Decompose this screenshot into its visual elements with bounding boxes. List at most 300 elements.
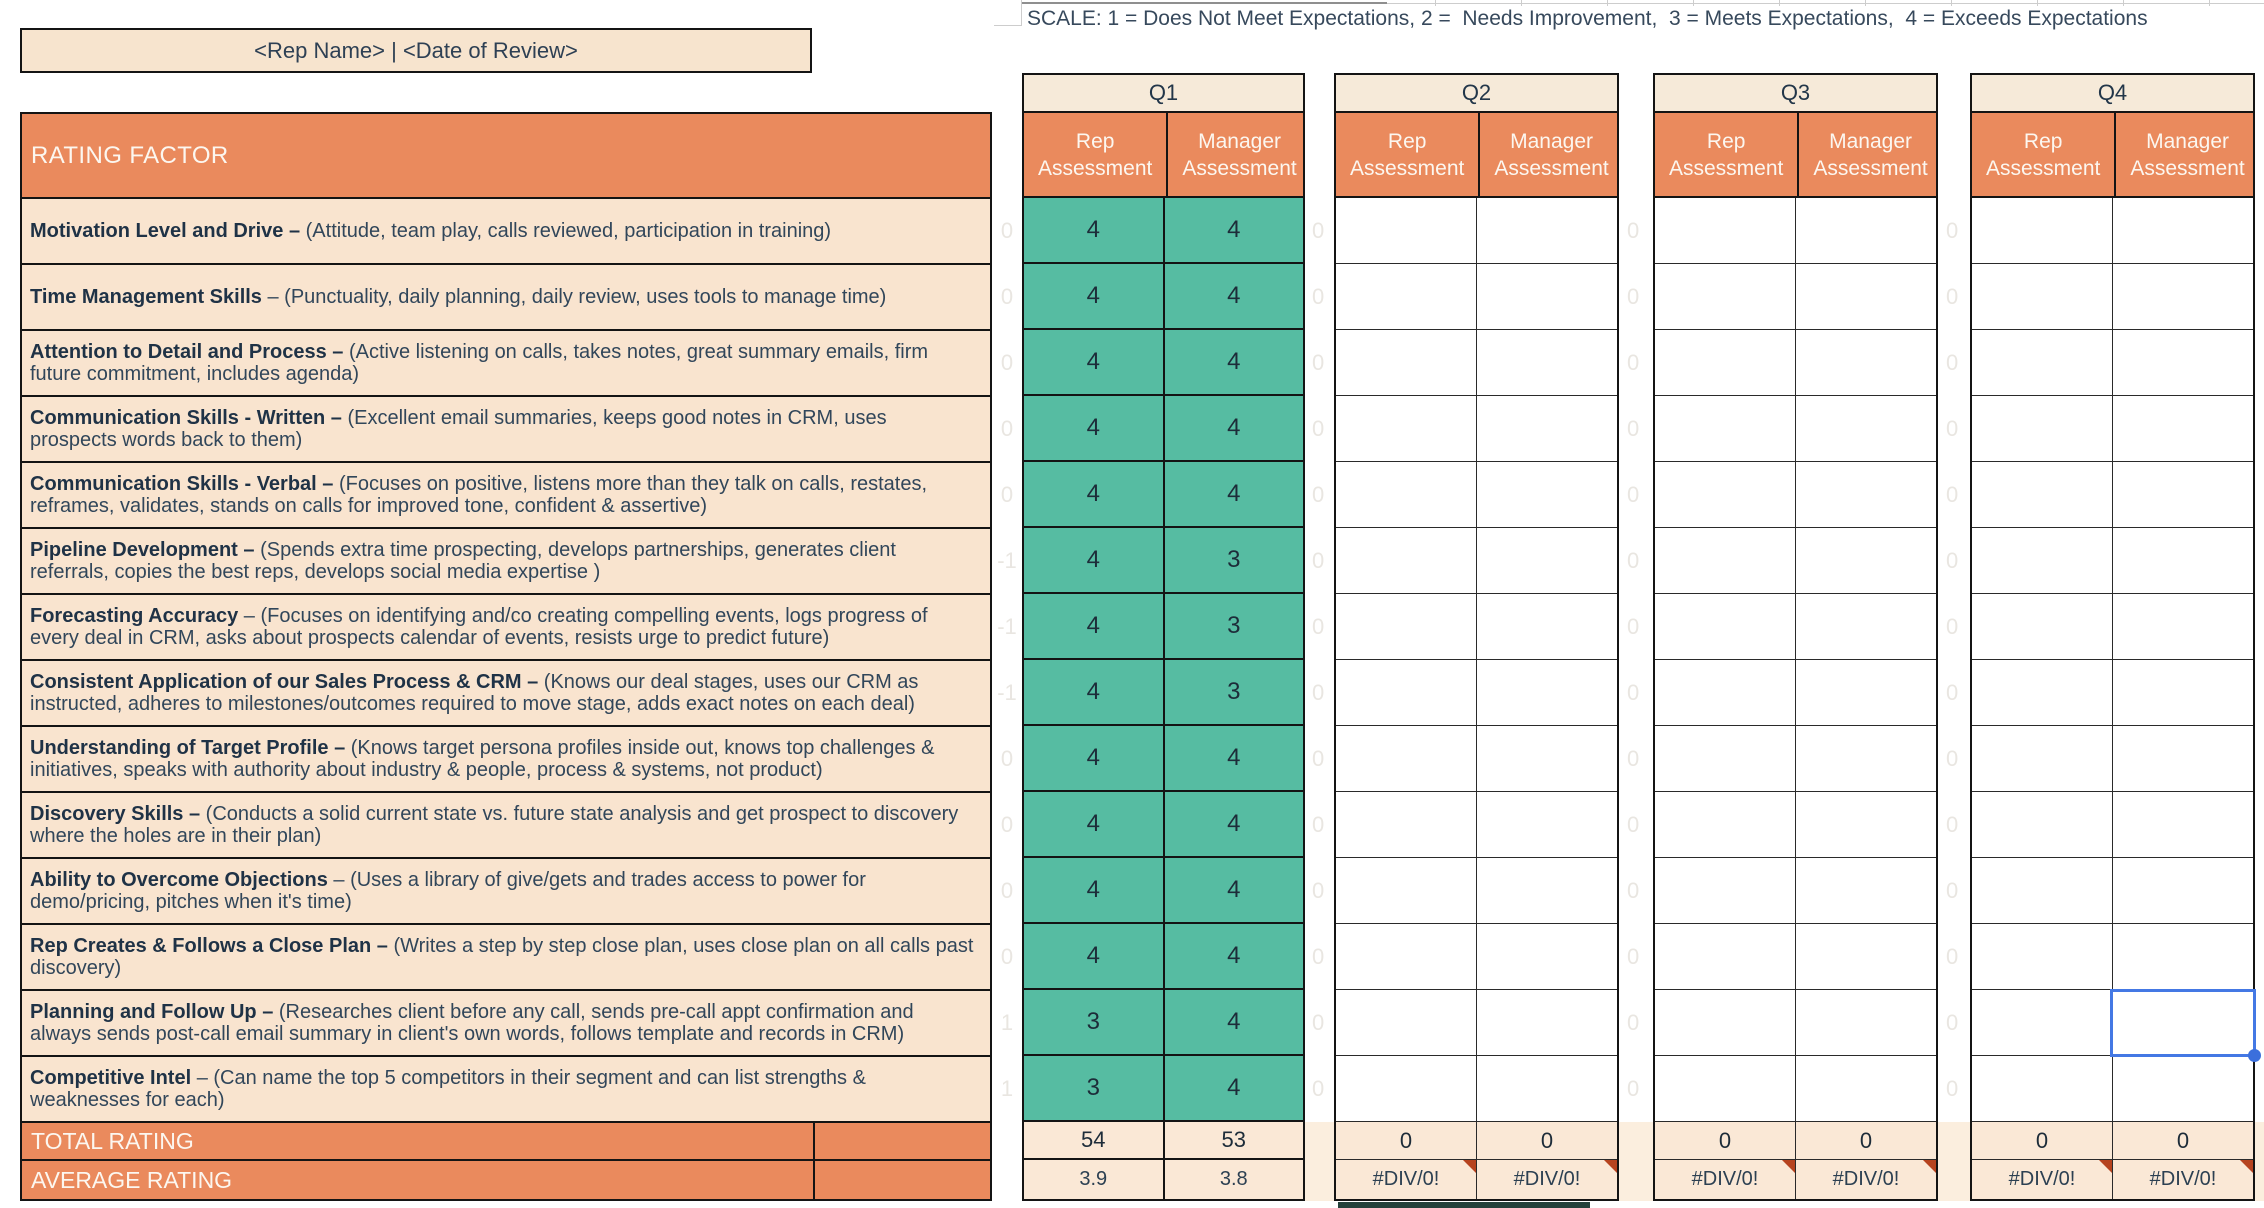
q4-manager-value-cell[interactable] xyxy=(2112,990,2253,1055)
diff-spill-digit: 1 xyxy=(1000,1076,1014,1101)
q4-rep-value-cell[interactable] xyxy=(1972,264,2112,329)
factor-description: – (Focuses on identifying and/co creating compelling events, logs progress of every deal in CRM, asks about prospects calendar of events, resists urge to predict future) xyxy=(30,604,928,649)
error-corner-triangle xyxy=(1923,1160,1936,1173)
factor-description: – (Uses a library of give/gets and trades access to power for demo/pricing, pitches when it's time) xyxy=(30,868,866,913)
q2-manager-value-cell[interactable] xyxy=(1476,396,1617,461)
q4-rep-value-cell[interactable] xyxy=(1972,594,2112,659)
q-value-row xyxy=(1972,726,2253,792)
zero-spill-digit: 0 xyxy=(1312,548,1325,573)
factor-row[interactable] xyxy=(22,397,990,463)
q3-rep-value-cell[interactable] xyxy=(1655,858,1795,923)
gridline-column-edge xyxy=(1021,0,1022,25)
q4-rep-value-cell[interactable] xyxy=(1972,396,2112,461)
zero-spill-digit: 0 xyxy=(1946,812,1959,837)
q1-rep-value-cell[interactable]: 4 xyxy=(1086,612,1100,639)
q4-manager-value-cell[interactable] xyxy=(2112,198,2253,263)
q1-rep-value-cell[interactable]: 4 xyxy=(1086,810,1100,837)
q-value-row xyxy=(1024,924,1303,990)
total-rating-empty-cell[interactable] xyxy=(815,1123,990,1159)
q1-manager-average-cell[interactable]: 3.8 xyxy=(1163,1160,1304,1199)
q1-rep-value-cell[interactable]: 4 xyxy=(1086,414,1100,441)
zero-spill-digit: 0 xyxy=(1312,1076,1325,1101)
zero-spill-digit: 0 xyxy=(1312,746,1325,771)
q3-manager-value-cell[interactable] xyxy=(1795,858,1936,923)
q3-manager-value-cell[interactable] xyxy=(1795,462,1936,527)
zero-spill-digit: 0 xyxy=(1946,1076,1959,1101)
diff-spill-digit: 0 xyxy=(1000,944,1014,969)
q4-manager-assessment-header[interactable]: Manager Assessment xyxy=(2114,113,2258,196)
q-value-row xyxy=(1024,990,1303,1056)
q3-rep-value-cell[interactable] xyxy=(1655,462,1795,527)
factor-description: (Excellent email summaries, keeps good notes in CRM, uses prospects words back to them) xyxy=(30,406,887,451)
q3-manager-value-cell[interactable] xyxy=(1795,1056,1936,1121)
q3-manager-value-cell[interactable] xyxy=(1795,198,1936,263)
q1-rep-assessment-header[interactable]: Rep Assessment xyxy=(1038,129,1153,180)
zero-spill-digit: 0 xyxy=(1946,350,1959,375)
q1-rep-value-cell[interactable]: 3 xyxy=(1086,1074,1100,1101)
q4-manager-value-cell[interactable] xyxy=(2112,1056,2253,1121)
zero-spill-digit: 0 xyxy=(1627,746,1640,771)
q2-manager-value-cell[interactable] xyxy=(1476,462,1617,527)
zero-spill-digit: 0 xyxy=(1627,218,1640,243)
zero-spill-digit: 0 xyxy=(1946,680,1959,705)
q4-manager-value-cell[interactable] xyxy=(2112,726,2253,791)
q4-rep-value-cell[interactable] xyxy=(1972,528,2112,593)
q2-manager-assessment-header[interactable]: Manager Assessment xyxy=(1478,113,1622,196)
zero-spill-digit: 0 xyxy=(1946,944,1959,969)
factor-name: Planning and Follow Up – xyxy=(30,1000,274,1023)
q2-rep-value-cell[interactable] xyxy=(1336,528,1476,593)
q4-rep-assessment-header[interactable]: Rep Assessment xyxy=(1986,129,2101,180)
q2-manager-value-cell[interactable] xyxy=(1476,990,1617,1055)
zero-spill-digit: 0 xyxy=(1627,812,1640,837)
zero-spill-digit: 0 xyxy=(1946,482,1959,507)
q3-manager-value-cell[interactable] xyxy=(1795,924,1936,989)
factor-row[interactable] xyxy=(22,595,990,661)
q3-rep-average-cell[interactable]: #DIV/0! xyxy=(1655,1160,1795,1199)
factor-row[interactable] xyxy=(22,661,990,727)
q3-rep-value-cell[interactable] xyxy=(1655,726,1795,791)
zero-spill-digit: 0 xyxy=(1627,482,1640,507)
q1-rep-value-cell[interactable]: 4 xyxy=(1086,678,1100,705)
error-corner-triangle xyxy=(1782,1160,1795,1173)
factor-row[interactable] xyxy=(22,991,990,1057)
q-value-row xyxy=(1024,528,1303,594)
factor-row[interactable] xyxy=(22,199,990,265)
error-corner-triangle xyxy=(1604,1160,1617,1173)
q-value-row xyxy=(1655,330,1936,396)
q2-manager-value-cell[interactable] xyxy=(1476,660,1617,725)
factor-name: Communication Skills - Verbal – xyxy=(30,472,334,495)
factor-description: (Writes a step by step close plan, uses close plan on all calls past discovery) xyxy=(30,934,974,979)
q3-manager-value-cell[interactable] xyxy=(1795,528,1936,593)
q3-manager-total-cell[interactable]: 0 xyxy=(1795,1122,1936,1159)
q3-manager-value-cell[interactable] xyxy=(1795,330,1936,395)
factor-row[interactable] xyxy=(22,793,990,859)
q2-rep-value-cell[interactable] xyxy=(1336,924,1476,989)
factor-description: (Knows target persona profiles inside out, knows top challenges & initiatives, speaks with authority about industry & people, process & systems, not product) xyxy=(30,736,935,781)
q1-rep-value-cell[interactable]: 4 xyxy=(1086,876,1100,903)
q-value-row xyxy=(1655,792,1936,858)
q1-manager-value-cell[interactable]: 4 xyxy=(1163,858,1304,922)
zero-spill-digit: 0 xyxy=(1627,944,1640,969)
q2-manager-value-cell[interactable] xyxy=(1476,528,1617,593)
factor-name: Rep Creates & Follows a Close Plan – xyxy=(30,934,388,957)
q1-manager-value-cell[interactable]: 4 xyxy=(1163,924,1304,988)
scale-legend-cell[interactable]: SCALE: 1 = Does Not Meet Expectations, 2 = Needs Improvement, 3 = Meets Expectations, 4 = Exceeds Expectations xyxy=(1027,7,2148,30)
q-value-row xyxy=(1972,396,2253,462)
q-value-row xyxy=(1972,594,2253,660)
q1-manager-value-cell[interactable]: 4 xyxy=(1163,462,1304,526)
quarter-block-q4 xyxy=(1970,73,2255,1201)
q4-manager-value-cell[interactable] xyxy=(2112,528,2253,593)
q2-manager-value-cell[interactable] xyxy=(1476,330,1617,395)
zero-spill-digit: 0 xyxy=(1312,284,1325,309)
q2-rep-value-cell[interactable] xyxy=(1336,264,1476,329)
q2-manager-value-cell[interactable] xyxy=(1476,792,1617,857)
q4-manager-value-cell[interactable] xyxy=(2112,924,2253,989)
q-value-row xyxy=(1972,1056,2253,1122)
q-value-row xyxy=(1024,858,1303,924)
factor-row[interactable] xyxy=(22,331,990,397)
q4-value-grid xyxy=(1972,198,2253,1122)
q4-rep-value-cell[interactable] xyxy=(1972,198,2112,263)
q4-rep-value-cell[interactable] xyxy=(1972,1056,2112,1121)
diff-spill-digit: 0 xyxy=(1000,878,1014,903)
q-value-row xyxy=(1972,990,2253,1056)
q-value-row xyxy=(1972,528,2253,594)
q2-rep-value-cell[interactable] xyxy=(1336,792,1476,857)
q4-rep-value-cell[interactable] xyxy=(1972,660,2112,725)
q1-rep-value-cell[interactable]: 4 xyxy=(1086,744,1100,771)
factor-description: (Knows our deal stages, uses our CRM as instructed, adheres to milestones/outcomes required to move stage, adds exact notes on each deal) xyxy=(30,670,919,715)
factor-row[interactable] xyxy=(22,463,990,529)
q4-rep-value-cell[interactable] xyxy=(1972,726,2112,791)
zero-spill-digit: 0 xyxy=(1627,416,1640,441)
zero-spill-digit: 0 xyxy=(1627,1076,1640,1101)
q-value-row xyxy=(1336,330,1617,396)
q4-manager-value-cell[interactable] xyxy=(2112,264,2253,329)
q3-rep-value-cell[interactable] xyxy=(1655,594,1795,659)
q-value-row xyxy=(1336,528,1617,594)
q3-rep-value-cell[interactable] xyxy=(1655,990,1795,1055)
q1-rep-value-cell[interactable]: 4 xyxy=(1086,216,1100,243)
factor-name: Attention to Detail and Process – xyxy=(30,340,344,363)
q2-manager-value-cell[interactable] xyxy=(1476,594,1617,659)
factor-description: (Conducts a solid current state vs. future state analysis and get prospect to discovery where the holes are in their plan) xyxy=(30,802,959,847)
q4-manager-average-cell[interactable]: #DIV/0! xyxy=(2112,1160,2253,1199)
q4-manager-value-cell[interactable] xyxy=(2112,858,2253,923)
factor-description: (Researches client before any call, sends pre-call appt confirmation and always sends post-call email summary in client's own words, follows template and records in CRM) xyxy=(30,1000,914,1045)
diff-spill-digit: 0 xyxy=(1000,284,1014,309)
q3-value-grid xyxy=(1655,198,1936,1122)
factor-row[interactable] xyxy=(22,727,990,793)
factor-name: Consistent Application of our Sales Process & CRM – xyxy=(30,670,539,693)
zero-spill-digit: 0 xyxy=(1946,416,1959,441)
q2-manager-value-cell[interactable] xyxy=(1476,264,1617,329)
q-value-row xyxy=(1972,462,2253,528)
q3-rep-value-cell[interactable] xyxy=(1655,330,1795,395)
q1-manager-value-cell[interactable]: 4 xyxy=(1163,792,1304,856)
factor-name: Forecasting Accuracy xyxy=(30,604,239,627)
q4-manager-value-cell[interactable] xyxy=(2112,330,2253,395)
zero-spill-digit: 0 xyxy=(1312,218,1325,243)
q1-rep-value-cell[interactable]: 4 xyxy=(1086,282,1100,309)
q4-manager-value-cell[interactable] xyxy=(2112,396,2253,461)
factor-description: – (Can name the top 5 competitors in their segment and can list strengths & weaknesses for each) xyxy=(30,1066,866,1111)
q3-manager-average-cell[interactable]: #DIV/0! xyxy=(1795,1160,1936,1199)
q2-rep-value-cell[interactable] xyxy=(1336,198,1476,263)
q-value-row xyxy=(1972,792,2253,858)
factor-name: Ability to Overcome Objections xyxy=(30,868,328,891)
q1-manager-value-cell[interactable]: 4 xyxy=(1163,1056,1304,1120)
q-value-row xyxy=(1655,726,1936,792)
q4-rep-value-cell[interactable] xyxy=(1972,858,2112,923)
error-corner-triangle xyxy=(2099,1160,2112,1173)
q2-value-grid xyxy=(1336,198,1617,1122)
q4-rep-value-cell[interactable] xyxy=(1972,462,2112,527)
q3-rep-value-cell[interactable] xyxy=(1655,528,1795,593)
zero-spill-digit: 0 xyxy=(1627,548,1640,573)
bottom-edge-partial-element xyxy=(1338,1202,1590,1208)
q3-column-headers xyxy=(1655,113,1936,198)
q1-manager-value-cell[interactable]: 3 xyxy=(1163,528,1304,592)
q4-manager-value-cell[interactable] xyxy=(2112,594,2253,659)
q-value-row xyxy=(1336,990,1617,1056)
factor-name: Communication Skills - Written – xyxy=(30,406,342,429)
q3-manager-value-cell[interactable] xyxy=(1795,726,1936,791)
q3-rep-total-cell[interactable]: 0 xyxy=(1718,1127,1732,1153)
q-value-row xyxy=(1972,660,2253,726)
q2-average-row xyxy=(1336,1160,1617,1199)
factor-row[interactable] xyxy=(22,925,990,991)
diff-spill-digit: 1 xyxy=(1000,1010,1014,1035)
q1-average-row xyxy=(1024,1160,1303,1199)
q2-rep-assessment-header[interactable]: Rep Assessment xyxy=(1350,129,1465,180)
q3-rep-value-cell[interactable] xyxy=(1655,264,1795,329)
q3-manager-value-cell[interactable] xyxy=(1795,792,1936,857)
q4-label-cell[interactable]: Q4 xyxy=(1972,75,2253,113)
q-value-row xyxy=(1655,528,1936,594)
rating-factor-header-cell[interactable]: RATING FACTOR xyxy=(22,114,990,199)
q3-rep-assessment-header[interactable]: Rep Assessment xyxy=(1669,129,1784,180)
quarter-block-q2 xyxy=(1334,73,1619,1201)
factor-description: – (Punctuality, daily planning, daily review, uses tools to manage time) xyxy=(261,285,887,308)
factor-rows xyxy=(22,199,990,1123)
total-rating-row xyxy=(22,1123,990,1161)
q3-label-cell[interactable]: Q3 xyxy=(1655,75,1936,113)
q2-rep-value-cell[interactable] xyxy=(1336,858,1476,923)
q-value-row xyxy=(1655,264,1936,330)
q3-rep-value-cell[interactable] xyxy=(1655,198,1795,263)
q1-total-row xyxy=(1024,1122,1303,1160)
q4-rep-value-cell[interactable] xyxy=(1972,990,2112,1055)
diff-spill-digit: -1 xyxy=(997,548,1017,573)
q1-manager-assessment-header[interactable]: Manager Assessment xyxy=(1166,113,1310,196)
q-value-row xyxy=(1655,396,1936,462)
q-value-row xyxy=(1336,462,1617,528)
q-value-row xyxy=(1024,198,1303,264)
q-value-row xyxy=(1972,264,2253,330)
average-rating-row xyxy=(22,1161,990,1199)
q-value-row xyxy=(1336,792,1617,858)
q3-manager-assessment-header[interactable]: Manager Assessment xyxy=(1797,113,1941,196)
q1-manager-value-cell[interactable]: 4 xyxy=(1163,330,1304,394)
q2-rep-average-cell[interactable]: #DIV/0! xyxy=(1336,1160,1476,1199)
zero-spill-digit: 0 xyxy=(1312,812,1325,837)
q3-manager-value-cell[interactable] xyxy=(1795,396,1936,461)
q1-column-headers xyxy=(1024,113,1303,198)
zero-spill-digit: 0 xyxy=(1312,944,1325,969)
q-value-row xyxy=(1024,594,1303,660)
zero-spill-digit: 0 xyxy=(1946,614,1959,639)
q3-rep-value-cell[interactable] xyxy=(1655,660,1795,725)
q-value-row xyxy=(1655,924,1936,990)
factor-name: Pipeline Development – xyxy=(30,538,255,561)
q3-manager-value-cell[interactable] xyxy=(1795,264,1936,329)
q-value-row xyxy=(1336,726,1617,792)
q4-rep-value-cell[interactable] xyxy=(1972,330,2112,395)
q4-column-headers xyxy=(1972,113,2253,198)
q1-manager-value-cell[interactable]: 4 xyxy=(1163,990,1304,1054)
q4-rep-value-cell[interactable] xyxy=(1972,792,2112,857)
zero-spill-digit: 0 xyxy=(1946,284,1959,309)
zero-spill-digit: 0 xyxy=(1627,878,1640,903)
zero-spill-digit: 0 xyxy=(1627,680,1640,705)
q-value-row xyxy=(1655,1056,1936,1122)
q2-rep-value-cell[interactable] xyxy=(1336,462,1476,527)
q2-manager-value-cell[interactable] xyxy=(1476,726,1617,791)
q1-manager-total-cell[interactable]: 53 xyxy=(1163,1122,1304,1158)
zero-spill-digit: 0 xyxy=(1627,284,1640,309)
factor-name: Understanding of Target Profile – xyxy=(30,736,346,759)
factor-description: (Focuses on positive, listens more than they talk on calls, restates, reframes, validates, stands on calls for improved tone, confident & assertive) xyxy=(30,472,928,517)
factor-row[interactable] xyxy=(22,265,990,331)
q-value-row xyxy=(1655,462,1936,528)
q-value-row xyxy=(1024,1056,1303,1122)
q1-manager-value-cell[interactable]: 4 xyxy=(1163,264,1304,328)
factor-description: (Spends extra time prospecting, develops partnerships, generates client referrals, copies the best reps, develops social media expertise ) xyxy=(30,538,896,583)
factor-name: Discovery Skills – xyxy=(30,802,201,825)
q2-manager-value-cell[interactable] xyxy=(1476,1056,1617,1121)
zero-spill-digit: 0 xyxy=(1946,878,1959,903)
q-value-row xyxy=(1972,858,2253,924)
q2-rep-value-cell[interactable] xyxy=(1336,726,1476,791)
diff-spill-digit: 0 xyxy=(1000,812,1014,837)
gridline-tick xyxy=(2209,0,2210,6)
q2-label-cell[interactable]: Q2 xyxy=(1336,75,1617,113)
total-rating-label-cell[interactable]: TOTAL RATING xyxy=(22,1123,815,1159)
q1-label-cell[interactable]: Q1 xyxy=(1024,75,1303,113)
factor-row[interactable] xyxy=(22,529,990,595)
q2-rep-value-cell[interactable] xyxy=(1336,990,1476,1055)
gridline-cell-corner xyxy=(994,25,1022,26)
q-value-row xyxy=(1336,1056,1617,1122)
q2-rep-total-cell[interactable]: 0 xyxy=(1399,1127,1413,1153)
q3-manager-value-cell[interactable] xyxy=(1795,660,1936,725)
q1-manager-value-cell[interactable]: 3 xyxy=(1163,594,1304,658)
factor-row[interactable] xyxy=(22,859,990,925)
q1-rep-value-cell[interactable]: 4 xyxy=(1086,546,1100,573)
q-value-row xyxy=(1655,198,1936,264)
q2-manager-total-cell[interactable]: 0 xyxy=(1476,1122,1617,1159)
q3-rep-value-cell[interactable] xyxy=(1655,792,1795,857)
q2-rep-value-cell[interactable] xyxy=(1336,1056,1476,1121)
q3-rep-value-cell[interactable] xyxy=(1655,396,1795,461)
q4-average-row xyxy=(1972,1160,2253,1199)
q-value-row xyxy=(1336,858,1617,924)
zero-spill-digit: 0 xyxy=(1946,1010,1959,1035)
q4-rep-average-cell[interactable]: #DIV/0! xyxy=(1972,1160,2112,1199)
diff-spill-digit: -1 xyxy=(997,614,1017,639)
factor-name: Motivation Level and Drive – xyxy=(30,219,301,242)
q4-manager-value-cell[interactable] xyxy=(2112,462,2253,527)
q2-column-headers xyxy=(1336,113,1617,198)
zero-spill-digit: 0 xyxy=(1312,680,1325,705)
q3-manager-value-cell[interactable] xyxy=(1795,594,1936,659)
q2-manager-average-cell[interactable]: #DIV/0! xyxy=(1476,1160,1617,1199)
q-value-row xyxy=(1024,726,1303,792)
q3-manager-value-cell[interactable] xyxy=(1795,990,1936,1055)
q2-rep-value-cell[interactable] xyxy=(1336,330,1476,395)
q2-manager-value-cell[interactable] xyxy=(1476,858,1617,923)
q-value-row xyxy=(1024,462,1303,528)
q-value-row xyxy=(1024,330,1303,396)
q1-rep-value-cell[interactable]: 4 xyxy=(1086,942,1100,969)
q1-rep-value-cell[interactable]: 4 xyxy=(1086,480,1100,507)
q2-rep-value-cell[interactable] xyxy=(1336,396,1476,461)
q2-total-row xyxy=(1336,1122,1617,1160)
diff-spill-digit: 0 xyxy=(1000,350,1014,375)
zero-spill-digit: 0 xyxy=(1946,218,1959,243)
q1-rep-average-cell[interactable]: 3.9 xyxy=(1079,1168,1108,1190)
average-rating-label-cell[interactable]: AVERAGE RATING xyxy=(22,1161,815,1199)
q1-rep-value-cell[interactable]: 4 xyxy=(1086,348,1100,375)
q-value-row xyxy=(1336,660,1617,726)
q-value-row xyxy=(1336,924,1617,990)
q1-rep-value-cell[interactable]: 3 xyxy=(1086,1008,1100,1035)
zero-spill-digit: 0 xyxy=(1312,350,1325,375)
rep-name-title-cell[interactable]: <Rep Name> | <Date of Review> xyxy=(20,28,812,73)
q1-manager-value-cell[interactable]: 4 xyxy=(1163,726,1304,790)
q4-manager-value-cell[interactable] xyxy=(2112,660,2253,725)
q3-average-row xyxy=(1655,1160,1936,1199)
q4-manager-total-cell[interactable]: 0 xyxy=(2112,1122,2253,1159)
q3-rep-value-cell[interactable] xyxy=(1655,924,1795,989)
diff-spill-digit: -1 xyxy=(997,680,1017,705)
q2-rep-value-cell[interactable] xyxy=(1336,594,1476,659)
zero-spill-digit: 0 xyxy=(1312,1010,1325,1035)
q4-rep-total-cell[interactable]: 0 xyxy=(2035,1127,2049,1153)
q4-rep-value-cell[interactable] xyxy=(1972,924,2112,989)
q-value-row xyxy=(1972,330,2253,396)
q1-manager-value-cell[interactable]: 3 xyxy=(1163,660,1304,724)
q2-manager-value-cell[interactable] xyxy=(1476,924,1617,989)
average-rating-empty-cell[interactable] xyxy=(815,1161,990,1199)
q1-manager-value-cell[interactable]: 4 xyxy=(1163,396,1304,460)
q-value-row xyxy=(1024,792,1303,858)
diff-spill-digit: 0 xyxy=(1000,746,1014,771)
q3-rep-value-cell[interactable] xyxy=(1655,1056,1795,1121)
q1-manager-value-cell[interactable]: 4 xyxy=(1163,198,1304,262)
q4-manager-value-cell[interactable] xyxy=(2112,792,2253,857)
q-value-row xyxy=(1655,594,1936,660)
factor-description: (Active listening on calls, takes notes, great summary emails, firm future commitment, includes agenda) xyxy=(30,340,929,385)
q2-rep-value-cell[interactable] xyxy=(1336,660,1476,725)
factor-row[interactable] xyxy=(22,1057,990,1123)
q1-rep-total-cell[interactable]: 54 xyxy=(1081,1127,1106,1152)
q2-manager-value-cell[interactable] xyxy=(1476,198,1617,263)
